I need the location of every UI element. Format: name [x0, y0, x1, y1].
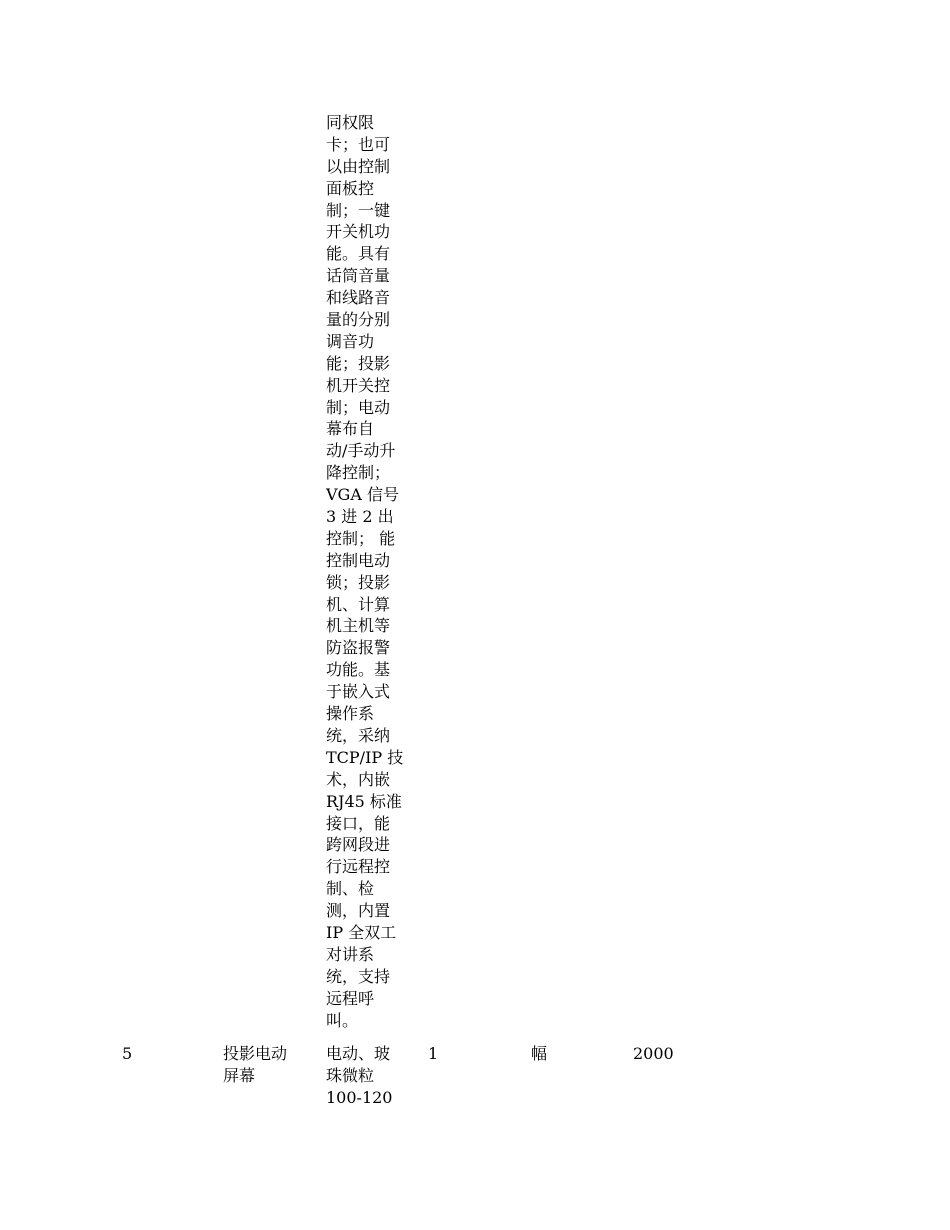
item-spec-line: 100-120	[326, 1087, 393, 1107]
description-line: 术，内嵌	[326, 769, 391, 789]
description-line: 功能。基	[326, 660, 391, 680]
description-line: 面板控	[326, 178, 375, 198]
item-spec-line: 电动、玻	[326, 1044, 391, 1063]
description-line: 接口，能	[326, 813, 391, 833]
description-line: 能。具有	[326, 244, 391, 264]
description-line: 3 进 2 出	[326, 507, 394, 527]
description-line: 机主机等	[326, 616, 391, 636]
description-line: 于嵌入式	[326, 682, 391, 702]
description-line: VGA 信号	[326, 485, 399, 505]
description-line: IP 全双工	[326, 922, 397, 942]
description-line: 卡；也可	[326, 134, 391, 154]
description-line: 机、计算	[326, 594, 391, 614]
item-number: 5	[122, 1044, 133, 1063]
description-line: 统，支持	[326, 966, 391, 986]
description-line: 远程呼	[326, 988, 375, 1008]
description-line: 对讲系	[326, 944, 375, 964]
description-line: 防盗报警	[326, 638, 391, 658]
description-line: 控制电动	[326, 550, 391, 570]
description-line: 同权限	[326, 113, 375, 132]
description-line: 测，内置	[326, 901, 391, 921]
item-name-line: 屏幕	[223, 1065, 256, 1085]
description-line: 调音功	[326, 331, 375, 351]
description-line: 话筒音量	[326, 266, 391, 286]
description-line: 降控制；	[326, 463, 391, 483]
description-line: 统，采纳	[326, 725, 391, 745]
description-line: TCP/IP 技	[326, 747, 404, 767]
description-line: RJ45 标准	[326, 791, 402, 811]
description-line: 叫。	[326, 1010, 359, 1030]
description-line: 机开关控	[326, 375, 391, 395]
item-price: 2000	[633, 1044, 674, 1063]
description-line: 控制； 能	[326, 528, 396, 548]
item-name-line: 投影电动	[223, 1044, 288, 1063]
continued-description-cell	[326, 112, 426, 1031]
description-line: 制；一键	[326, 200, 391, 220]
description-line: 量的分别	[326, 310, 391, 330]
description-line: 制；电动	[326, 397, 391, 417]
description-line: 能；投影	[326, 353, 391, 373]
description-line: 开关机功	[326, 222, 391, 242]
description-line: 操作系	[326, 704, 375, 724]
description-line: 以由控制	[326, 156, 391, 176]
item-quantity: 1	[428, 1044, 439, 1063]
item-spec-line: 珠微粒	[326, 1065, 375, 1085]
description-line: 和线路音	[326, 288, 391, 308]
description-line: 制、检	[326, 879, 375, 899]
description-line: 跨网段进	[326, 835, 391, 855]
description-line: 行远程控	[326, 857, 391, 877]
item-unit: 幅	[531, 1044, 548, 1063]
description-line: 动/手动升	[326, 441, 396, 461]
description-line: 锁；投影	[326, 572, 391, 592]
item-spec	[326, 1043, 426, 1109]
description-line: 幕布自	[326, 419, 375, 439]
item-name	[223, 1043, 313, 1087]
